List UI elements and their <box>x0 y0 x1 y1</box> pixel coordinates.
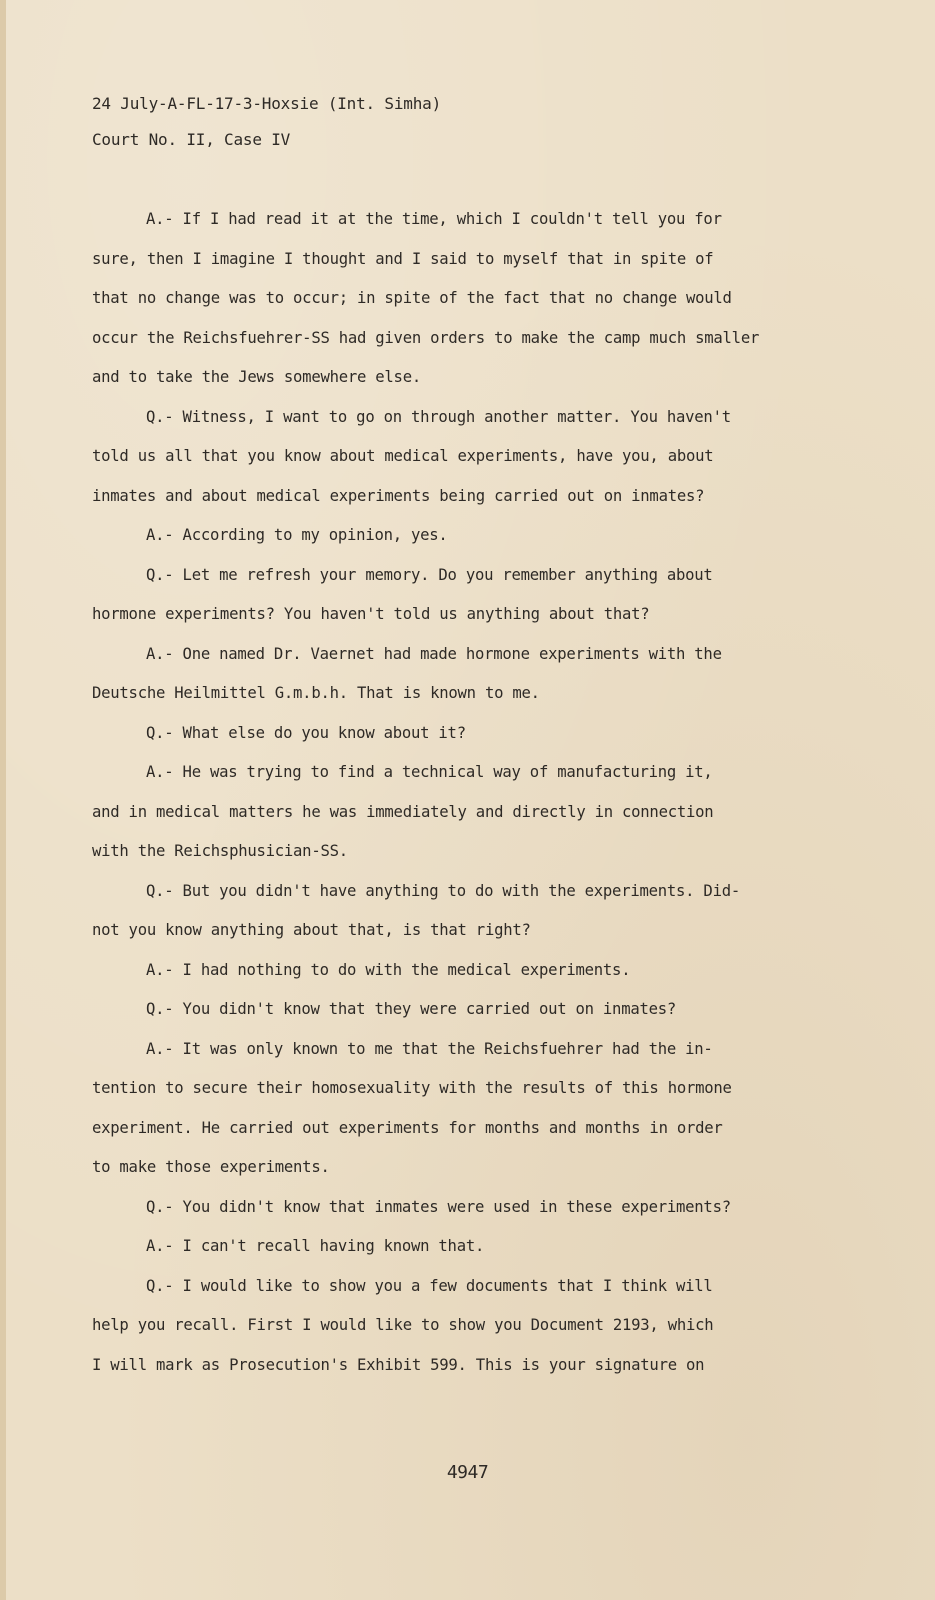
transcript-line: that no change was to occur; in spite of the fact that no change would <box>92 289 732 307</box>
transcript-line: not you know anything about that, is that right? <box>92 921 531 939</box>
transcript-line: A.- According to my opinion, yes. <box>146 526 448 544</box>
transcript-line: Q.- You didn't know that they were carried out on inmates? <box>146 1000 677 1018</box>
transcript-line: Deutsche Heilmittel G.m.b.h. That is known to me. <box>92 684 540 702</box>
transcript-line: Q.- What else do you know about it? <box>146 723 466 742</box>
transcript-line: sure, then I imagine I thought and I said to myself that in spite of <box>92 249 714 268</box>
transcript-line: experiment. He carried out experiments for months and months in order <box>92 1118 723 1137</box>
transcript-line: Q.- Witness, I want to go on through another matter. You haven't <box>146 407 731 426</box>
transcript-line: tention to secure their homosexuality with the results of this hormone <box>92 1079 732 1097</box>
transcript-line: Q.- I would like to show you a few documents that I think will <box>146 1276 713 1295</box>
header-session-line: 24 July-A-FL-17-3-Hoxsie (Int. Simha) <box>92 94 442 113</box>
transcript-line: Q.- Let me refresh your memory. Do you remember anything about <box>146 565 713 584</box>
transcript-line: A.- I can't recall having known that. <box>146 1237 485 1255</box>
document-header <box>92 86 441 158</box>
transcript-line: told us all that you know about medical experiments, have you, about <box>92 447 714 465</box>
transcript-line: hormone experiments? You haven't told us anything about that? <box>92 605 650 623</box>
header-court-line: Court No. II, Case IV <box>92 130 291 149</box>
transcript-line: occur the Reichsfuehrer-SS had given orders to make the camp much smaller <box>92 328 760 347</box>
transcript-line: I will mark as Prosecution's Exhibit 599. This is your signature on <box>92 1355 705 1374</box>
transcript-line: A.- One named Dr. Vaernet had made hormone experiments with the <box>146 644 722 663</box>
transcript-line: Q.- You didn't know that inmates were used in these experiments? <box>146 1197 731 1216</box>
transcript-line: A.- It was only known to me that the Reichsfuehrer had the in- <box>146 1039 713 1058</box>
transcript-line: Q.- But you didn't have anything to do with the experiments. Did- <box>146 881 740 900</box>
transcript-body <box>92 200 852 1385</box>
transcript-line: inmates and about medical experiments being carried out on inmates? <box>92 486 705 505</box>
transcript-line: help you recall. First I would like to show you Document 2193, which <box>92 1316 714 1334</box>
transcript-line: to make those experiments. <box>92 1158 330 1176</box>
transcript-line: A.- He was trying to find a technical way of manufacturing it, <box>146 763 713 781</box>
transcript-line: A.- If I had read it at the time, which I couldn't tell you for <box>146 210 722 228</box>
transcript-line: and in medical matters he was immediately and directly in connection <box>92 802 714 821</box>
transcript-line: and to take the Jews somewhere else. <box>92 368 421 386</box>
transcript-line: A.- I had nothing to do with the medical experiments. <box>146 960 631 979</box>
transcript-line: with the Reichsphusician-SS. <box>92 842 348 860</box>
page-number: 4947 <box>446 1462 489 1483</box>
page-edge <box>0 0 6 1600</box>
